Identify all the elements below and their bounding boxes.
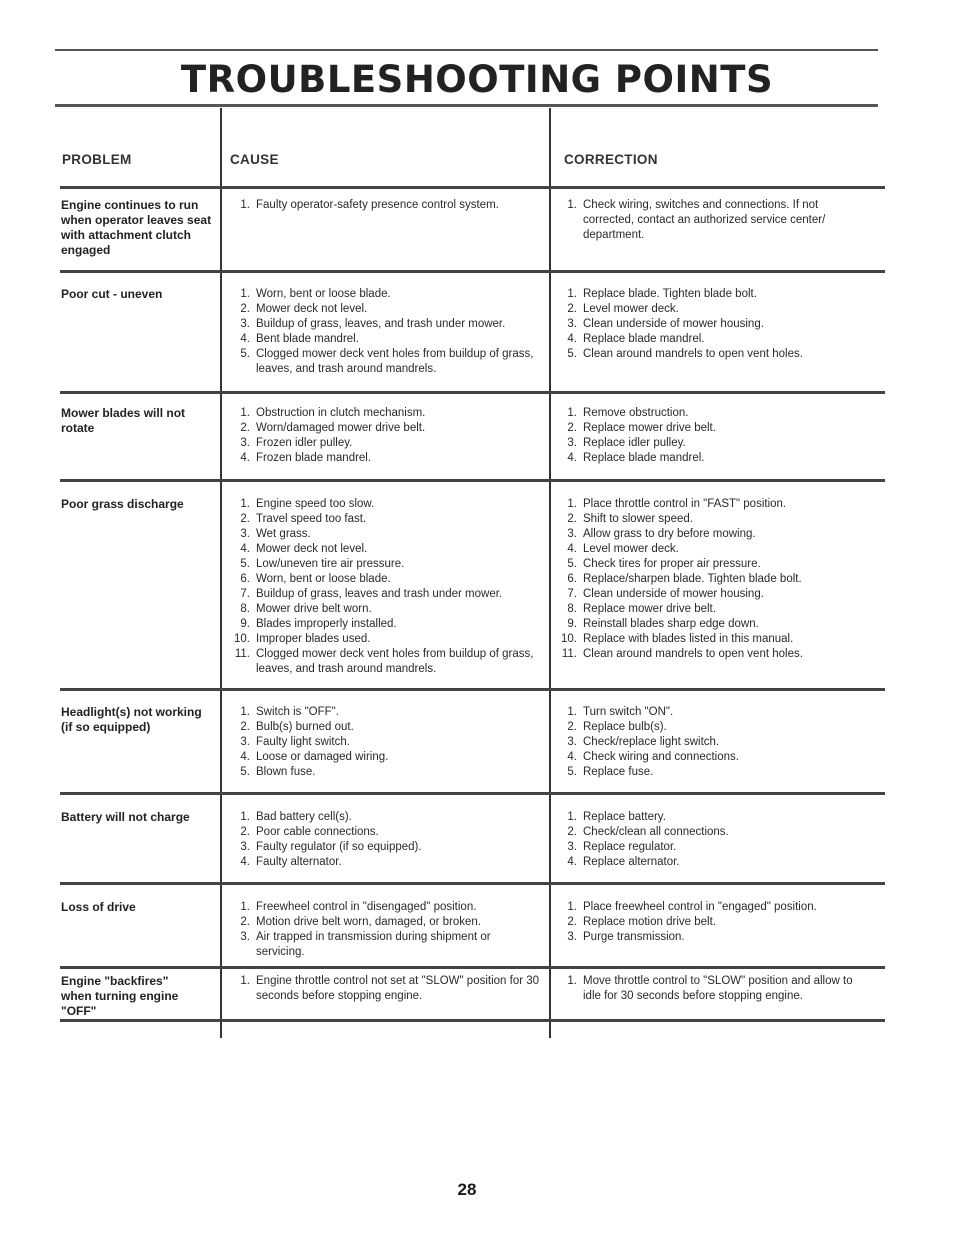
header-correction: CORRECTION — [564, 152, 658, 167]
cause-item-number: 1. — [240, 288, 250, 300]
correction-item — [557, 602, 857, 617]
cause-list — [230, 810, 540, 870]
cause-item-text: Buildup of grass, leaves and trash under mower. — [256, 588, 503, 600]
correction-item — [557, 512, 857, 527]
cause-item — [230, 497, 540, 512]
problem-line: "OFF" — [61, 1004, 97, 1018]
problem-line: rotate — [61, 421, 95, 435]
cause-item-number: 3. — [240, 931, 250, 943]
correction-list — [557, 198, 857, 243]
problem-line: Battery will not charge — [61, 810, 190, 824]
problem-label — [61, 810, 221, 825]
cause-item-text: Poor cable connections. — [256, 826, 379, 838]
correction-item-number: 3. — [567, 931, 577, 943]
cause-item-text: Mower drive belt worn. — [256, 603, 372, 615]
cause-item — [230, 572, 540, 587]
correction-item-text: Replace idler pulley. — [583, 437, 686, 449]
problem-label — [61, 705, 221, 735]
correction-item — [557, 855, 857, 870]
cause-item-text: Bent blade mandrel. — [256, 333, 359, 345]
correction-item — [557, 810, 857, 825]
cause-item — [230, 332, 540, 347]
problem-line: engaged — [61, 243, 111, 257]
correction-item — [557, 557, 857, 572]
correction-item-text: Place freewheel control in "engaged" position. — [583, 901, 817, 913]
correction-item-text: Replace regulator. — [583, 841, 677, 853]
problem-line: with attachment clutch — [61, 228, 192, 242]
cause-item — [230, 436, 540, 451]
correction-item — [557, 750, 857, 765]
correction-item-number: 2. — [567, 513, 577, 525]
correction-item-text: Check wiring and connections. — [583, 751, 739, 763]
cause-item-number: 1. — [240, 498, 250, 510]
correction-item-number: 2. — [567, 916, 577, 928]
correction-item — [557, 930, 857, 945]
cause-item-text: Air trapped in transmission during shipment or servicing. — [256, 931, 491, 958]
cause-item — [230, 347, 540, 377]
correction-item-text: Clean underside of mower housing. — [583, 588, 764, 600]
problem-label — [61, 900, 221, 915]
correction-item-text: Replace blade. Tighten blade bolt. — [583, 288, 757, 300]
correction-item-number: 9. — [567, 618, 577, 630]
problem-label — [61, 497, 221, 512]
correction-item — [557, 527, 857, 542]
correction-item-number: 3. — [567, 841, 577, 853]
correction-item — [557, 915, 857, 930]
correction-item — [557, 347, 857, 362]
cause-item-number: 7. — [240, 588, 250, 600]
correction-item-number: 4. — [567, 452, 577, 464]
cause-item — [230, 287, 540, 302]
correction-item — [557, 735, 857, 750]
cause-list — [230, 497, 540, 677]
correction-item-text: Shift to slower speed. — [583, 513, 693, 525]
cause-item-text: Low/uneven tire air pressure. — [256, 558, 405, 570]
correction-item — [557, 647, 857, 662]
correction-item-text: Check/clean all connections. — [583, 826, 729, 838]
row-separator — [60, 186, 885, 189]
correction-item-number: 2. — [567, 303, 577, 315]
cause-item — [230, 720, 540, 735]
cause-list — [230, 406, 540, 466]
cause-item — [230, 587, 540, 602]
problem-line: Loss of drive — [61, 900, 136, 914]
problem-line: when turning engine — [61, 989, 179, 1003]
correction-item-number: 3. — [567, 736, 577, 748]
cause-list — [230, 900, 540, 960]
correction-item-number: 5. — [567, 766, 577, 778]
row-separator — [60, 1019, 885, 1022]
correction-item — [557, 287, 857, 302]
cause-list — [230, 705, 540, 780]
cause-item-text: Engine throttle control not set at "SLOW" position for 30 seconds before stopping engine. — [256, 975, 540, 1002]
correction-item — [557, 974, 857, 1004]
cause-item — [230, 855, 540, 870]
row-separator — [60, 479, 885, 482]
correction-item-text: Replace battery. — [583, 811, 666, 823]
cause-item-number: 4. — [240, 751, 250, 763]
correction-item-text: Replace mower drive belt. — [583, 603, 716, 615]
cause-item — [230, 647, 540, 677]
correction-item-number: 1. — [567, 288, 577, 300]
cause-list — [230, 287, 540, 377]
cause-list — [230, 974, 540, 1004]
correction-item-number: 1. — [567, 199, 577, 211]
cause-item — [230, 406, 540, 421]
correction-item-number: 3. — [567, 528, 577, 540]
cause-item-text: Bad battery cell(s). — [256, 811, 352, 823]
cause-item-number: 1. — [240, 199, 250, 211]
correction-item — [557, 632, 857, 647]
correction-item-number: 2. — [567, 422, 577, 434]
cause-item-number: 1. — [240, 901, 250, 913]
row-separator — [60, 688, 885, 691]
correction-item-number: 10. — [561, 633, 577, 645]
correction-item — [557, 900, 857, 915]
correction-item-number: 1. — [567, 407, 577, 419]
correction-item-text: Replace mower drive belt. — [583, 422, 716, 434]
cause-item — [230, 617, 540, 632]
correction-item — [557, 840, 857, 855]
cause-item-number: 2. — [240, 826, 250, 838]
row-separator — [60, 882, 885, 885]
cause-item — [230, 198, 540, 213]
correction-item — [557, 198, 857, 243]
problem-line: Engine continues to run — [61, 198, 199, 212]
cause-item — [230, 421, 540, 436]
cause-item-text: Improper blades used. — [256, 633, 371, 645]
cause-item-number: 8. — [240, 603, 250, 615]
cause-item-number: 1. — [240, 811, 250, 823]
correction-item-text: Check wiring, switches and connections. If not corrected, contact an authorized service center/ department. — [583, 199, 826, 241]
cause-list — [230, 198, 540, 213]
correction-item-number: 8. — [567, 603, 577, 615]
cause-item — [230, 810, 540, 825]
correction-item — [557, 421, 857, 436]
correction-item — [557, 317, 857, 332]
correction-item-number: 5. — [567, 348, 577, 360]
correction-list — [557, 497, 857, 662]
problem-label — [61, 974, 221, 1019]
correction-item-number: 3. — [567, 318, 577, 330]
cause-item-text: Buildup of grass, leaves, and trash under mower. — [256, 318, 506, 330]
cause-item — [230, 840, 540, 855]
cause-item-number: 2. — [240, 303, 250, 315]
cause-item-text: Frozen idler pulley. — [256, 437, 353, 449]
correction-item-number: 4. — [567, 333, 577, 345]
cause-item-number: 3. — [240, 841, 250, 853]
correction-item-number: 1. — [567, 975, 577, 987]
correction-list — [557, 974, 857, 1004]
cause-item-text: Faulty regulator (if so equipped). — [256, 841, 422, 853]
cause-item-text: Blown fuse. — [256, 766, 316, 778]
correction-item-text: Replace fuse. — [583, 766, 654, 778]
correction-item — [557, 497, 857, 512]
cause-item — [230, 825, 540, 840]
cause-item — [230, 765, 540, 780]
header-problem: PROBLEM — [62, 152, 132, 167]
cause-item-text: Freewheel control in "disengaged" position. — [256, 901, 477, 913]
correction-item-number: 2. — [567, 721, 577, 733]
cause-item-number: 2. — [240, 721, 250, 733]
correction-item — [557, 332, 857, 347]
cause-item-text: Blades improperly installed. — [256, 618, 397, 630]
cause-item — [230, 750, 540, 765]
correction-item — [557, 705, 857, 720]
cause-item — [230, 557, 540, 572]
problem-line: Poor cut - uneven — [61, 287, 163, 301]
correction-item-number: 2. — [567, 826, 577, 838]
cause-item-text: Frozen blade mandrel. — [256, 452, 372, 464]
correction-item — [557, 587, 857, 602]
column-divider-right — [549, 108, 551, 1038]
problem-line: (if so equipped) — [61, 720, 151, 734]
correction-item-text: Replace/sharpen blade. Tighten blade bolt. — [583, 573, 802, 585]
cause-item-text: Faulty alternator. — [256, 856, 342, 868]
problem-label — [61, 406, 221, 436]
correction-item — [557, 436, 857, 451]
cause-item-text: Worn, bent or loose blade. — [256, 573, 391, 585]
correction-item-text: Move throttle control to "SLOW" position and allow to idle for 30 seconds before stopping engine. — [583, 975, 853, 1002]
correction-item-number: 4. — [567, 751, 577, 763]
cause-item-number: 3. — [240, 528, 250, 540]
row-separator — [60, 792, 885, 795]
cause-item — [230, 735, 540, 750]
cause-item-number: 3. — [240, 736, 250, 748]
correction-item — [557, 720, 857, 735]
problem-label — [61, 198, 221, 258]
problem-line: Headlight(s) not working — [61, 705, 202, 719]
cause-item-number: 3. — [240, 437, 250, 449]
correction-list — [557, 287, 857, 362]
cause-item — [230, 632, 540, 647]
correction-item-text: Reinstall blades sharp edge down. — [583, 618, 759, 630]
correction-item — [557, 765, 857, 780]
page-title: TROUBLESHOOTING POINTS — [180, 58, 774, 101]
correction-item-text: Remove obstruction. — [583, 407, 689, 419]
correction-list — [557, 705, 857, 780]
cause-item-number: 1. — [240, 706, 250, 718]
correction-item — [557, 406, 857, 421]
correction-item-number: 3. — [567, 437, 577, 449]
page-number: 28 — [457, 1180, 477, 1199]
header-cause: CAUSE — [230, 152, 279, 167]
correction-item-text: Allow grass to dry before mowing. — [583, 528, 756, 540]
correction-item-number: 6. — [567, 573, 577, 585]
row-separator — [60, 391, 885, 394]
correction-item-number: 11. — [561, 648, 577, 660]
cause-item-text: Mower deck not level. — [256, 303, 368, 315]
cause-item — [230, 451, 540, 466]
correction-list — [557, 810, 857, 870]
cause-item-number: 4. — [240, 856, 250, 868]
correction-item-text: Check/replace light switch. — [583, 736, 720, 748]
correction-item-text: Place throttle control in "FAST" position. — [583, 498, 787, 510]
cause-item — [230, 705, 540, 720]
correction-item-text: Replace motion drive belt. — [583, 916, 716, 928]
problem-line: Poor grass discharge — [61, 497, 184, 511]
problem-line: Engine "backfires" — [61, 974, 169, 988]
cause-item-number: 4. — [240, 543, 250, 555]
correction-item-text: Replace blade mandrel. — [583, 452, 705, 464]
correction-list — [557, 900, 857, 945]
correction-item-text: Clean around mandrels to open vent holes. — [583, 648, 803, 660]
cause-item-number: 11. — [234, 648, 250, 660]
correction-item-text: Check tires for proper air pressure. — [583, 558, 761, 570]
correction-item-text: Clean underside of mower housing. — [583, 318, 764, 330]
cause-item-text: Loose or damaged wiring. — [256, 751, 389, 763]
correction-item-text: Purge transmission. — [583, 931, 685, 943]
problem-line: when operator leaves seat — [61, 213, 212, 227]
correction-item-text: Turn switch "ON". — [583, 706, 674, 718]
cause-item-number: 5. — [240, 558, 250, 570]
cause-item-number: 5. — [240, 348, 250, 360]
cause-item — [230, 915, 540, 930]
correction-item-text: Replace with blades listed in this manual. — [583, 633, 794, 645]
correction-item — [557, 572, 857, 587]
correction-item-number: 4. — [567, 856, 577, 868]
correction-item-number: 4. — [567, 543, 577, 555]
cause-item-number: 3. — [240, 318, 250, 330]
problem-line: Mower blades will not — [61, 406, 186, 420]
cause-item — [230, 527, 540, 542]
correction-item — [557, 542, 857, 557]
cause-item-number: 1. — [240, 975, 250, 987]
cause-item-text: Mower deck not level. — [256, 543, 368, 555]
correction-item-text: Replace blade mandrel. — [583, 333, 705, 345]
row-separator — [60, 966, 885, 969]
title-underline — [55, 104, 878, 107]
problem-label — [61, 287, 221, 302]
cause-item — [230, 974, 540, 1004]
correction-item — [557, 451, 857, 466]
correction-list — [557, 406, 857, 466]
cause-item-text: Faulty operator-safety presence control system. — [256, 199, 499, 211]
correction-item-number: 5. — [567, 558, 577, 570]
correction-item-number: 1. — [567, 706, 577, 718]
correction-item-number: 1. — [567, 811, 577, 823]
cause-item — [230, 317, 540, 332]
cause-item-text: Engine speed too slow. — [256, 498, 375, 510]
correction-item-number: 1. — [567, 901, 577, 913]
cause-item-number: 2. — [240, 916, 250, 928]
correction-item-number: 1. — [567, 498, 577, 510]
cause-item-text: Switch is "OFF". — [256, 706, 339, 718]
cause-item-number: 4. — [240, 452, 250, 464]
cause-item-number: 6. — [240, 573, 250, 585]
cause-item-number: 10. — [234, 633, 250, 645]
cause-item-text: Clogged mower deck vent holes from buildup of grass, leaves, and trash around mandrels. — [256, 348, 534, 375]
cause-item — [230, 542, 540, 557]
cause-item — [230, 302, 540, 317]
correction-item-text: Level mower deck. — [583, 303, 679, 315]
cause-item-text: Bulb(s) burned out. — [256, 721, 354, 733]
cause-item-number: 2. — [240, 422, 250, 434]
cause-item-number: 1. — [240, 407, 250, 419]
cause-item-text: Faulty light switch. — [256, 736, 350, 748]
cause-item-text: Worn, bent or loose blade. — [256, 288, 391, 300]
cause-item-text: Worn/damaged mower drive belt. — [256, 422, 426, 434]
top-rule — [55, 49, 878, 51]
cause-item-number: 2. — [240, 513, 250, 525]
cause-item — [230, 900, 540, 915]
correction-item-text: Replace bulb(s). — [583, 721, 667, 733]
cause-item-text: Travel speed too fast. — [256, 513, 367, 525]
correction-item-text: Replace alternator. — [583, 856, 680, 868]
cause-item-text: Wet grass. — [256, 528, 311, 540]
cause-item — [230, 512, 540, 527]
cause-item-text: Clogged mower deck vent holes from buildup of grass, leaves, and trash around mandrels. — [256, 648, 534, 675]
correction-item-number: 7. — [567, 588, 577, 600]
correction-item — [557, 302, 857, 317]
cause-item — [230, 602, 540, 617]
correction-item-text: Level mower deck. — [583, 543, 679, 555]
row-separator — [60, 270, 885, 273]
cause-item-text: Obstruction in clutch mechanism. — [256, 407, 426, 419]
correction-item — [557, 617, 857, 632]
cause-item-number: 4. — [240, 333, 250, 345]
cause-item-number: 9. — [240, 618, 250, 630]
cause-item-text: Motion drive belt worn, damaged, or broken. — [256, 916, 482, 928]
correction-item — [557, 825, 857, 840]
cause-item-number: 5. — [240, 766, 250, 778]
cause-item — [230, 930, 540, 960]
correction-item-text: Clean around mandrels to open vent holes. — [583, 348, 803, 360]
